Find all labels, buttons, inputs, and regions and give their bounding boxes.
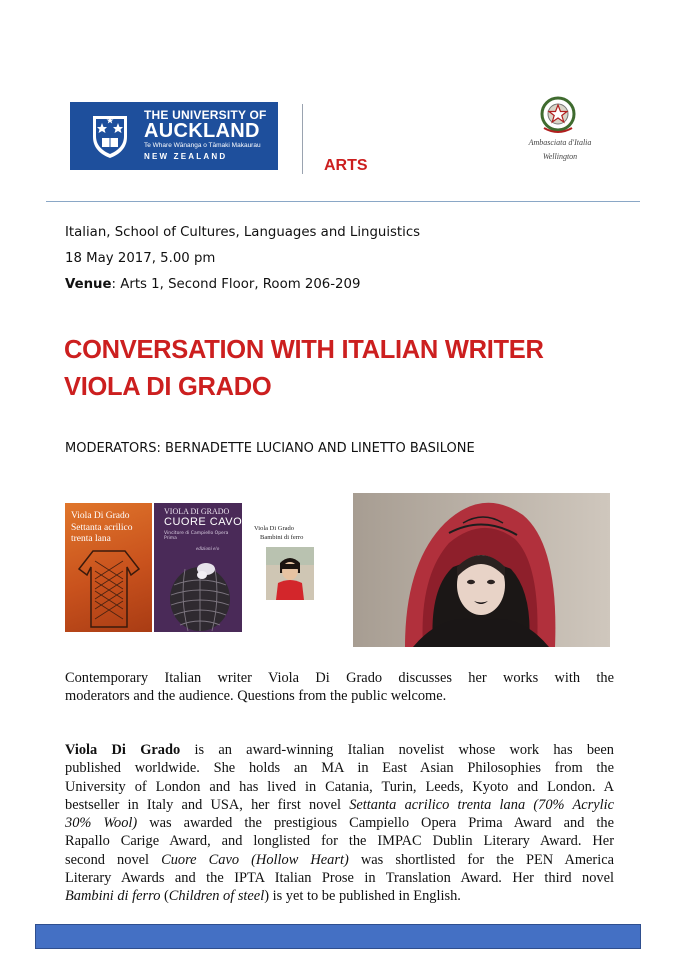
book-title: Settanta acrilico trenta lana <box>71 523 133 544</box>
university-country: NEW ZEALAND <box>144 152 228 161</box>
book-publisher: edizioni e/o <box>196 547 220 552</box>
book-cover-cuore-cavo <box>154 503 242 632</box>
book-title: CUORE CAVO <box>164 516 242 528</box>
logo-divider <box>302 104 303 174</box>
date-time-line: 18 May 2017, 5.00 pm <box>65 251 216 266</box>
footer-bar <box>35 924 641 949</box>
embassy-name: Ambasciata d'Italia <box>528 138 592 147</box>
bio-line: published worldwide. She holds an MA in East Asian Philosophies from the <box>65 760 614 777</box>
bio-line: bestseller in Italy and USA, her first novel Settanta acrilico trenta lana (70% Acrylic <box>65 796 615 813</box>
university-logo <box>70 102 278 170</box>
book-author: Viola Di Grado <box>254 525 295 532</box>
child-photo <box>266 547 314 600</box>
bio-line: 30% Wool) was awarded the prestigious Campiello Opera Prima Award and the <box>65 815 614 832</box>
university-name-line2: AUCKLAND <box>144 120 260 142</box>
book-author: Viola Di Grado <box>71 511 130 521</box>
event-title-line1: CONVERSATION WITH ITALIAN WRITER <box>64 336 544 364</box>
book-cover-settanta-acrilico <box>65 503 152 632</box>
sculpted-head-illustration <box>160 555 238 632</box>
intro-paragraph <box>65 669 614 706</box>
venue-line <box>65 277 360 292</box>
book-title-italic: Bambini di ferro <box>65 888 161 905</box>
book-author: VIOLA DI GRADO <box>164 507 230 516</box>
department-line: Italian, School of Cultures, Languages and Linguistics <box>65 225 421 240</box>
university-maori-name: Te Whare Wānanga o Tāmaki Makaurau <box>144 142 261 149</box>
book-cover-bambini-di-ferro <box>252 519 330 601</box>
faculty-label: ARTS <box>324 157 368 174</box>
venue-label: Venue <box>65 277 112 292</box>
bio-line: Viola Di Grado is an award-winning Italian novelist whose work has been <box>65 742 614 758</box>
bio-paragraph <box>65 741 614 906</box>
moderators-line: MODERATORS: BERNADETTE LUCIANO AND LINETTO BASILONE <box>65 441 475 456</box>
italian-emblem-icon <box>538 94 578 138</box>
bio-line: University of London and has lived in Catania, Turin, Leeds, Kyoto and London. A <box>65 778 614 795</box>
intro-line: moderators and the audience. Questions from the public welcome. <box>65 688 447 705</box>
intro-line: Contemporary Italian writer Viola Di Grado discusses her works with the <box>65 670 614 686</box>
header-divider <box>46 201 640 202</box>
embassy-city: Wellington <box>542 152 578 161</box>
bio-line: Rapallo Carige Award, and longlisted for the IMPAC Dublin Literary Award. Her <box>65 833 614 850</box>
book-title-italic: Children of steel <box>168 888 265 905</box>
author-name: Viola Di Grado <box>65 742 181 758</box>
university-name-line1: THE UNIVERSITY OF <box>144 108 267 122</box>
bio-line: Bambini di ferro (Children of steel) is yet to be published in English. <box>65 888 461 905</box>
knit-sweater-illustration <box>73 549 145 629</box>
book-title-italic: Settanta acrilico trenta lana (70% Acrylic <box>349 796 615 813</box>
bio-line: second novel Cuore Cavo (Hollow Heart) was shortlisted for the PEN America <box>65 851 614 868</box>
book-subtitle: Vincitore di Campiello Opera Prima <box>164 531 229 541</box>
book-title: Bambini di ferro <box>260 534 304 541</box>
event-title-line2: VIOLA DI GRADO <box>64 373 272 401</box>
book-title-italic: Cuore Cavo (Hollow Heart) <box>161 851 349 868</box>
bio-line: Literary Awards and the IPTA Italian Prose in Translation Award. Her third novel <box>65 870 614 887</box>
author-portrait-photo <box>353 493 610 647</box>
university-crest-icon <box>90 113 130 159</box>
venue-value: : Arts 1, Second Floor, Room 206-209 <box>111 277 361 292</box>
book-title-italic: 30% Wool) <box>65 815 138 832</box>
